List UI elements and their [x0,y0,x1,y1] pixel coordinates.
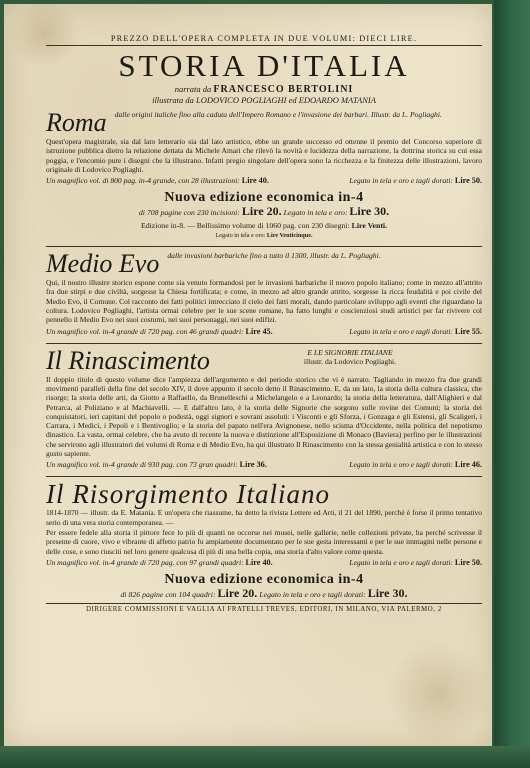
risorgimento-price-right: Legato in tela e oro e tagli dorati: Lire 50. [349,557,482,567]
roma-octavo-bound: Legato in tela e oro: Lire Venticinque. [215,232,313,240]
section-risorgimento-subtitle: 1814-1870 — illustr. da E. Matania. E un'opera che riassume, ha detto la rivista Lettere ed Arti, il 21 del 1890, perché è forse il primo tentativo serio di una vera storia contemporanea. — [46,508,482,527]
roma-economic-detail: di 708 pagine con 230 incisioni: Lire 20. Legato in tela e oro: Lire 30. [138,204,390,219]
rinascimento-price-left: Un magnifico vol. in-4 grande di 930 pag. con 73 gran quadri: Lire 36. [46,460,267,470]
section-medio-evo-title: Medio Evo [46,249,160,279]
page-title: STORIA D'ITALIA [118,48,410,83]
section-roma-title: Roma [46,108,107,137]
section-risorgimento-body: Per essere fedele alla storia il pittore fece lo più di quanti ne occorse nei musei, nelle gallerie, nelle collezioni private, ha perché scrivesse il presente di cuore, vivo e vibrante di affetto patrio fu ampiamente documentato per le sue gesta interessanti e per le sue immagini nelle persone e delle cose, e sono riusciti nel loro genere qualcosa di più di una bella copia, una storia d'alto valore come questa. [46,527,482,556]
roma-price-left: Un magnifico vol. di 800 pag. in-4 grande, con 28 illustrazioni: Lire 40. [46,176,269,186]
section-rinascimento-price-row [46,460,482,470]
section-roma-subtitle: dalle origini italiche fino alla caduta dell'Impero Romano e l'invasione dei barbari. Illustr. da L. Pogliaghi. [114,110,442,119]
green-bottom-edge [0,746,530,768]
section-rinascimento-header [46,345,482,375]
section-risorgimento-title: Il Risorgimento Italiano [46,479,330,510]
section-risorgimento-header [46,479,482,510]
illustrator-credit [46,95,482,106]
illustrator-names: LODOVICO POGLIAGHI ed EDOARDO MATANIA [196,95,376,105]
page-content [46,34,482,613]
cover-page [4,4,492,746]
section-medio-evo-body: Qui, il nostro illustre storico espone come sia venuto formandosi per le invasioni barbariche il nuovo popolo italiano; come in mezzo all'attrito fra due stirpi e due civiltà, sorgesse la Chiesa fortificata; e come, in mezzo ad altro grande attrito, sorgesse la ricca feudalità e poi civile del Medio Evo, il Comune. Col racconto dei fatti politici intrecciato il cielo dei fatti morali, dando particolare sviluppo agli eventi che riguardano la coltura. Lodovico Pogliaghi, l'artista ormai celebre per le sue scene romane, ha fatto lunghi e coscienziosi studi artistici per far rivivere col pennello il Medio Evo nei suoi costumi, nei suoi personaggi, nei suoi edifizi. [46,278,482,325]
author-name: FRANCESCO BERTOLINI [213,84,354,95]
roma-octavo-edition: Edizione in-8. — Bellissimo volume di 1060 pag. con 230 disegni: Lire Venti. [140,221,388,231]
section-medio-evo-header [46,251,482,277]
section-rinascimento-subtitle: E LE SIGNORIE ITALIANE illustr. da Lodovico Pogliaghi. [303,347,397,367]
roma-price-right: Legato in tela e oro e tagli dorati: Lire 50. [349,176,482,186]
rinascimento-price-right: Legato in tela e oro e tagli dorati: Lire 46. [349,460,482,470]
divider [46,343,482,344]
section-medio-evo-price-row [46,327,482,337]
roma-economic-edition: Nuova edizione economica in-4 [164,190,364,206]
section-medio-evo-subtitle: dalle invasioni barbariche fino a tutto il 1300, illustr. da L. Pogliaghi. [167,251,381,261]
green-book-spine [494,0,530,768]
medio-price-left: Un magnifico vol. in-4 grande di 720 pag. con 46 grandi quadri: Lire 45. [46,326,273,336]
risorgimento-economic-detail: di 826 pagine con 104 quadri: Lire 20. Legato in tela e oro e tagli dorati: Lire 30. [120,585,408,600]
section-risorgimento-price-row [46,558,482,568]
risorgimento-price-left: Un magnifico vol. in-4 grande di 720 pag. con 97 grandi quadri: Lire 40. [46,557,273,567]
price-line: PREZZO DELL'OPERA COMPLETA IN DUE VOLUMI: DIECI LIRE. [46,34,482,46]
section-rinascimento-title: Il Rinascimento [46,345,210,375]
medio-price-right: Legato in tela e oro e tagli dorati: Lire 55. [349,326,482,336]
narrata-label: narrata da [174,84,212,94]
divider [46,246,482,247]
risorgimento-economic-edition: Nuova edizione economica in-4 [164,571,364,587]
section-roma-price-row [46,176,482,186]
section-roma-body: Quest'opera magistrale, sia dal lato letterario sia dal lato artistico, ebbe un grande successo ed ottenne il premio del Concorso superiore di istruzione pubblica dietro la relazione dettata da Michele Amari che rilevò la novità e lucidezza della narrazione, la dottrina storica su cui essa poggia, e l'encomio pure i disegni che la illustrano. Infatti pregio singolare dell'opera sono la ricchezza e la finitezza delle illustrazioni, lavoro originale di Lodovico Pogliaghi. [46,137,482,174]
section-roma-header [46,110,482,136]
divider [46,603,482,604]
section-rinascimento-body: Il doppio titolo di questo volume dice l'ampiezza dell'argomento e del periodo storico che vi è narrato. Tagliando in mezzo fra due grandi movimenti paralleli della fine del secolo XIV, il dove appunto il secolo detto il Rinascimento. E, da un lato, la storia della cultura classica, che risorge; la storia delle arti, da Giotto a Raffaello, da Brunelleschi a Michelangelo e a Leonardo; la storia della letteratura, dall'Alighieri e dal Petrarca, al Poliziano e al Machiavelli. — E dall'altro lato, è la storia delle Signorie che sorgono sulle rovine dei Comuni; la storia dei conquistatori, ieri capitani del popolo o podestà, oggi signori e sovrani assoluti: i Visconti e gli Sforza, i Gonzaga e gli Estensi, gli Scaligeri, i Carrara, i Medici, i Pepoli e i Bentivoglio; e la storia del papato nell'era Avignonese, nello scisma d'Occidente, nella politica del nepotismo dinastico. La vasta, ormai celebre, che ha avuto di recente la nuova e distinzione all'Esposizione di Monaco (Baviera) perfino per le illustrazioni che servirono agli illustratori dei volumi di Roma e di Medio Evo, ha qui illustrato Il Rinascimento con la stessa genialità artistica e con lo stesso gusto sapiente. [46,374,482,459]
illustrata-label: illustrata da [152,95,194,105]
author-credit [46,84,482,95]
paper-stain [384,644,492,744]
divider [46,476,482,477]
footer-publisher-line: DIRIGERE COMMISSIONI E VAGLIA AI FRATELLI TREVES, EDITORI, IN MILANO, VIA PALERMO, 2 [86,605,442,613]
